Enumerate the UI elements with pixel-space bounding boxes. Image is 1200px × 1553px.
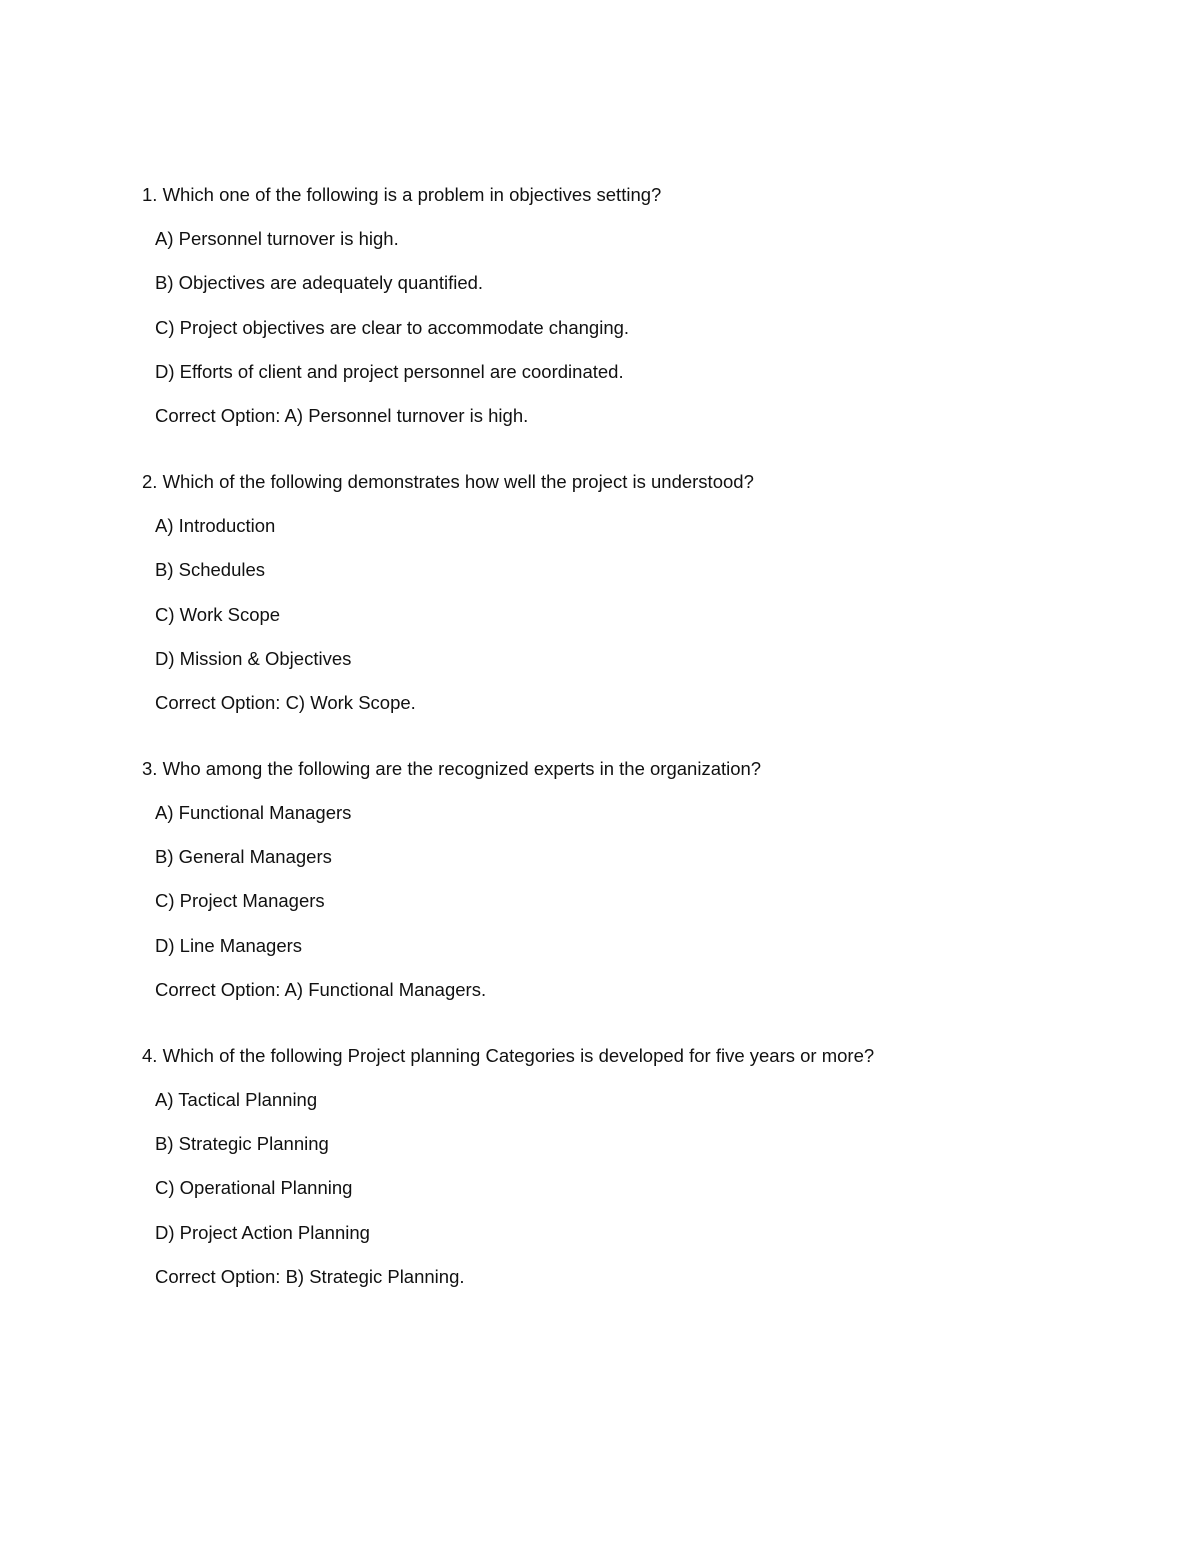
option-c: C) Operational Planning xyxy=(155,1177,353,1199)
option-c: C) Project objectives are clear to accommodate changing. xyxy=(155,316,630,338)
question-stem: 3. Who among the following are the recognized experts in the organization? xyxy=(142,757,762,779)
option-b: B) Objectives are adequately quantified. xyxy=(155,272,484,294)
option-d: D) Efforts of client and project personnel are coordinated. xyxy=(155,360,624,382)
option-a: A) Functional Managers xyxy=(155,802,352,824)
option-c: C) Project Managers xyxy=(155,890,325,912)
option-a: A) Personnel turnover is high. xyxy=(155,228,399,250)
option-d: D) Mission & Objectives xyxy=(155,647,352,669)
correct-option: Correct Option: A) Functional Managers. xyxy=(155,978,487,1000)
question-stem: 4. Which of the following Project planning Categories is developed for five years or more? xyxy=(142,1044,875,1066)
correct-option: Correct Option: B) Strategic Planning. xyxy=(155,1265,465,1287)
question-stem: 2. Which of the following demonstrates how well the project is understood? xyxy=(142,470,754,492)
question-stem: 1. Which one of the following is a problem in objectives setting? xyxy=(142,184,662,205)
question-1 xyxy=(142,184,1102,427)
option-b: B) Strategic Planning xyxy=(155,1133,329,1155)
correct-option: Correct Option: A) Personnel turnover is high. xyxy=(155,404,529,426)
option-d: D) Project Action Planning xyxy=(155,1221,370,1243)
option-a: A) Introduction xyxy=(155,515,276,537)
option-b: B) General Managers xyxy=(155,846,332,868)
option-d: D) Line Managers xyxy=(155,934,303,956)
question-3 xyxy=(142,758,1102,1001)
question-4 xyxy=(142,1045,1102,1288)
option-b: B) Schedules xyxy=(155,559,266,581)
option-c: C) Work Scope xyxy=(155,603,281,625)
question-list xyxy=(142,184,1102,1332)
question-2 xyxy=(142,471,1102,714)
option-a: A) Tactical Planning xyxy=(155,1089,318,1110)
correct-option: Correct Option: C) Work Scope. xyxy=(155,691,416,713)
